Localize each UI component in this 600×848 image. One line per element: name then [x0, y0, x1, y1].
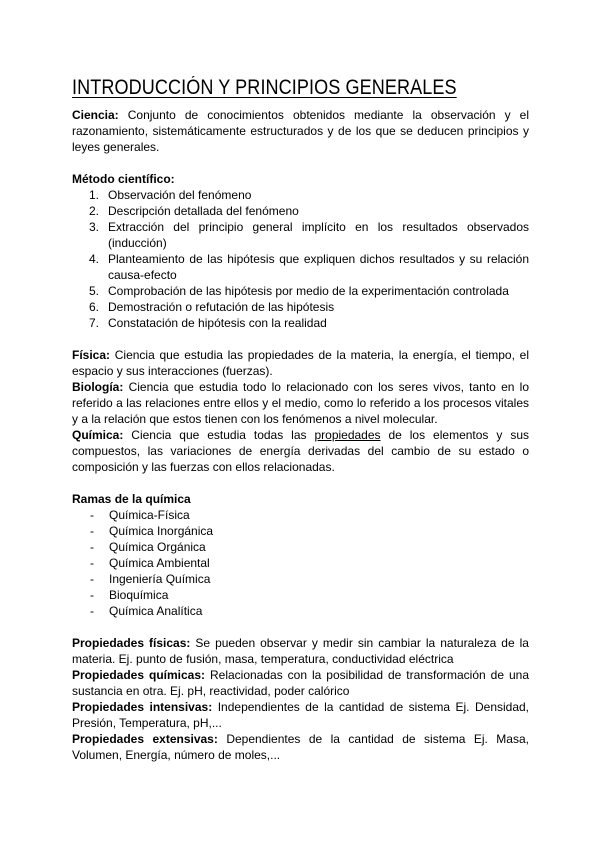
step-number: 4.: [89, 252, 100, 266]
definition-biologia-text: Ciencia que estudia todo lo relacionado con los seres vivos, tanto en lo referido a las relaciones entre ellos y el medio, como lo referido a los procesos vitales y a la relación que estos tienen con los fenómenos a nivel molecular.: [72, 380, 529, 426]
definition-propiedades-extensivas: [72, 731, 529, 763]
dash-bullet: -: [90, 556, 94, 570]
metodo-heading: Método científico:: [72, 172, 175, 186]
step-item: [89, 315, 529, 331]
definition-fisica: [72, 347, 529, 379]
list-item: [90, 555, 529, 571]
list-item: [90, 571, 529, 587]
dash-bullet: -: [90, 572, 94, 586]
document-page: [72, 75, 529, 763]
dash-bullet: -: [90, 588, 94, 602]
metodo-steps-list: [72, 187, 529, 331]
definition-propiedades-fisicas: [72, 635, 529, 667]
definition-quimica-text-after: de los elementos y sus compuestos, las variaciones de energía derivadas del cambio de su estado o composición y las fuerzas con ellos relacionadas.: [72, 428, 529, 474]
dash-bullet: -: [90, 540, 94, 554]
definition-propiedades-intensivas: [72, 699, 529, 731]
step-number: 6.: [89, 300, 100, 314]
term-quimica: Química:: [72, 428, 124, 442]
term-propiedades-intensivas: Propiedades intensivas:: [72, 700, 213, 714]
rama-label: Química Orgánica: [109, 540, 206, 554]
page-title: INTRODUCCIÓN Y PRINCIPIOS GENERALES: [72, 76, 457, 99]
step-number: 3.: [89, 220, 100, 234]
step-item: [89, 299, 529, 315]
rama-label: Química Analítica: [109, 604, 203, 618]
list-item: [90, 539, 529, 555]
definition-biologia: [72, 379, 529, 427]
step-item: [89, 219, 529, 251]
step-text: Demostración o refutación de las hipótesis: [108, 300, 335, 314]
definition-text: Independientes de la cantidad de sistema Ej. Densidad, Presión, Temperatura, pH,...: [72, 700, 530, 730]
term-propiedades-fisicas: Propiedades físicas:: [72, 636, 191, 650]
spacer: [72, 619, 529, 635]
term-propiedades-extensivas: Propiedades extensivas:: [72, 732, 218, 746]
step-text: Extracción del principio general implícito en los resultados observados (inducción): [108, 220, 529, 250]
list-item: [90, 507, 529, 523]
rama-label: Ingeniería Química: [109, 572, 211, 586]
step-item: [89, 251, 529, 283]
term-ciencia: Ciencia:: [72, 108, 119, 122]
ramas-list: [72, 507, 529, 619]
ramas-heading: Ramas de la química: [72, 492, 191, 506]
list-item: [90, 587, 529, 603]
step-number: 1.: [89, 188, 100, 202]
definition-quimica: [72, 427, 529, 475]
dash-bullet: -: [90, 604, 94, 618]
definition-text: Dependientes de la cantidad de sistema Ej. Masa, Volumen, Energía, número de moles,...: [72, 732, 529, 762]
step-number: 5.: [89, 284, 100, 298]
term-fisica: Física:: [72, 348, 111, 362]
step-number: 7.: [89, 316, 100, 330]
step-item: [89, 203, 529, 219]
definition-quimica-text-before: Ciencia que estudia todas las: [123, 428, 315, 442]
step-number: 2.: [89, 204, 100, 218]
spacer: [72, 331, 529, 347]
propiedades-link[interactable]: propiedades: [314, 428, 381, 442]
rama-label: Química-Física: [109, 508, 190, 522]
list-item: [90, 603, 529, 619]
definition-text: Se pueden observar y medir sin cambiar la naturaleza de la materia. Ej. punto de fusión, masa, temperatura, conductividad eléctrica: [72, 636, 529, 666]
definition-ciencia: [72, 107, 529, 155]
rama-label: Química Inorgánica: [109, 524, 214, 538]
rama-label: Bioquímica: [109, 588, 169, 602]
spacer: [72, 475, 529, 491]
dash-bullet: -: [90, 524, 94, 538]
list-item: [90, 523, 529, 539]
spacer: [72, 155, 529, 171]
step-item: [89, 283, 529, 299]
term-propiedades-quimicas: Propiedades químicas:: [72, 668, 206, 682]
rama-label: Química Ambiental: [109, 556, 210, 570]
step-text: Descripción detallada del fenómeno: [108, 204, 299, 218]
definition-text: Relacionadas con la posibilidad de transformación de una sustancia en otra. Ej. pH, reactividad, poder calórico: [72, 668, 529, 698]
step-text: Planteamiento de las hipótesis que expliquen dichos resultados y su relación causa-efecto: [108, 252, 529, 282]
step-text: Observación del fenómeno: [108, 188, 252, 202]
step-text: Constatación de hipótesis con la realidad: [108, 316, 327, 330]
step-item: [89, 187, 529, 203]
step-text: Comprobación de las hipótesis por medio de la experimentación controlada: [108, 284, 509, 298]
definition-propiedades-quimicas: [72, 667, 529, 699]
dash-bullet: -: [90, 508, 94, 522]
definition-ciencia-text: Conjunto de conocimientos obtenidos mediante la observación y el razonamiento, sistemáticamente estructurados y de los que se deducen principios y leyes generales.: [72, 108, 529, 154]
term-biologia: Biología:: [72, 380, 124, 394]
definition-fisica-text: Ciencia que estudia las propiedades de la materia, la energía, el tiempo, el espacio y sus interacciones (fuerzas).: [72, 348, 529, 378]
